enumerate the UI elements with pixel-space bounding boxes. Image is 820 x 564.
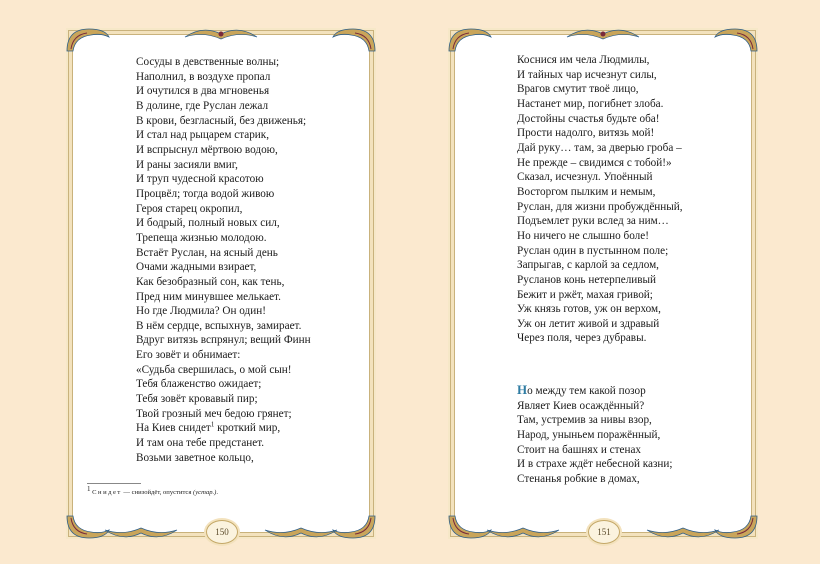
footnote-divider — [87, 483, 141, 484]
verse-line-with-footnote — [136, 421, 311, 436]
verse-line: В крови, безгласный, без движенья; — [136, 114, 307, 127]
verse-line: Являет Киев осаждённый? — [517, 399, 645, 412]
verse-line: И там она тебе предстанет. — [136, 437, 265, 450]
top-ornament — [565, 25, 641, 43]
verse-line: Подъемлет руки вслед за ним… — [517, 215, 669, 228]
stanza-first-line — [517, 383, 672, 399]
page-number: 150 — [206, 520, 238, 544]
verse-line: В нём сердце, вспыхнув, замирает. — [136, 319, 302, 332]
corner-ornament — [447, 27, 493, 53]
corner-ornament — [713, 27, 759, 53]
verse-line: И тайных чар исчезнут силы, — [517, 68, 657, 81]
bottom-ornament — [485, 524, 561, 542]
verse-line: Русланов конь нетерпеливый — [517, 273, 657, 286]
verse-line: Не прежде – свидимся с тобой!» — [517, 156, 672, 169]
verse-line: Через поля, через дубравы. — [517, 332, 647, 345]
footnote-marker: 1 — [87, 485, 91, 493]
bottom-ornament — [645, 524, 721, 542]
verse-line: Коснися им чела Людмилы, — [517, 54, 650, 66]
verse-line: И в страхе ждёт небесной казни; — [517, 458, 673, 471]
verse-line: И бодрый, полный новых сил, — [136, 217, 280, 230]
verse-line: И вспрыснул мёртвою водою, — [136, 143, 278, 156]
verse-line: Наполнил, в воздухе пропал — [136, 70, 271, 83]
verse-line: Трепеща жизнью молодою. — [136, 231, 267, 244]
footnote — [87, 485, 219, 497]
bottom-ornament — [263, 524, 339, 542]
verse-line: Бежит и ржёт, махая гривой; — [517, 288, 653, 301]
footnote-abbr: (устар.) — [193, 489, 217, 497]
top-ornament — [183, 25, 259, 43]
verse-line: Но где Людмила? Он один! — [136, 305, 266, 318]
verse-line: Героя старец окропил, — [136, 202, 243, 215]
verse-line: Стоит на башнях и стенах — [517, 443, 642, 456]
verse-line: «Судьба свершилась, о мой сын! — [136, 363, 292, 376]
verse-line: Очами жадными взирает, — [136, 261, 257, 274]
verse-line: Уж князь готов, уж он верхом, — [517, 303, 661, 316]
verse-line: Процвёл; тогда водой живою — [136, 187, 275, 200]
verse-line: Твой грозный меч бедою грянет; — [136, 407, 292, 420]
verse-text: кроткий мир, — [214, 422, 281, 435]
footnote-end: . — [216, 489, 219, 497]
verse-line: Его зовёт и обнимает: — [136, 349, 241, 362]
corner-ornament — [331, 27, 377, 53]
verse-line: Вдруг витязь вспрянул; вещий Финн — [136, 334, 311, 347]
verse-line: Дай руку… там, за дверью гроба – — [517, 141, 682, 154]
verse-line: Запрыгав, с карлой за седлом, — [517, 259, 659, 272]
verse-text: о между тем какой позор — [527, 385, 646, 397]
verse-line: Там, устремив за нивы взор, — [517, 414, 652, 427]
poem-text — [136, 55, 311, 465]
verse-line: Настанет мир, погибнет злоба. — [517, 97, 664, 110]
verse-line: Стенанья робкие в домах, — [517, 472, 640, 485]
footnote-word: Снидет — [92, 489, 122, 497]
footnote-text: — снизойдёт, опустится — [121, 489, 194, 497]
verse-line: Сказал, исчезнул. Упоённый — [517, 171, 653, 184]
verse-line: Народ, уныньем поражённый, — [517, 428, 661, 441]
verse-line: И стал над рыцарем старик, — [136, 129, 270, 142]
drop-initial: Н — [517, 382, 528, 397]
verse-line: Тебя зовёт кровавый пир; — [136, 393, 258, 406]
bottom-ornament — [103, 524, 179, 542]
verse-line: Пред ним минувшее мелькает. — [136, 290, 281, 303]
footnote-marker: 1 — [210, 420, 215, 429]
poem-stanza — [517, 383, 672, 487]
verse-line: Руслан, для жизни пробуждённый, — [517, 200, 683, 213]
verse-line: И очутился в два мгновенья — [136, 85, 270, 98]
verse-line: Тебя блаженство ожидает; — [136, 378, 262, 391]
verse-line: Руслан один в пустынном поле; — [517, 244, 669, 257]
verse-line: Достойны счастья будьте оба! — [517, 112, 660, 125]
verse-line: Как безобразный сон, как тень, — [136, 275, 285, 288]
verse-line: В долине, где Руслан лежал — [136, 99, 269, 112]
verse-line: И труп чудесной красотою — [136, 173, 264, 186]
verse-line: Восторгом пылким и немым, — [517, 185, 656, 198]
right-page — [454, 34, 752, 537]
verse-line: Встаёт Руслан, на ясный день — [136, 246, 278, 259]
verse-line: И раны засияли вмиг, — [136, 158, 238, 171]
corner-ornament — [65, 27, 111, 53]
verse-line: Сосуды в девственные волны; — [136, 56, 280, 68]
page-number: 151 — [588, 520, 620, 544]
verse-line: Но ничего не слышно боле! — [517, 229, 649, 242]
verse-line: Возьми заветное кольцо, — [136, 451, 254, 464]
poem-text — [517, 53, 683, 346]
verse-line: Уж он летит живой и здравый — [517, 317, 660, 330]
verse-text: На Киев снидет — [136, 422, 211, 435]
verse-line: Прости надолго, витязь мой! — [517, 127, 655, 140]
left-page — [72, 34, 370, 537]
verse-line: Врагов смутит твоё лицо, — [517, 83, 639, 96]
